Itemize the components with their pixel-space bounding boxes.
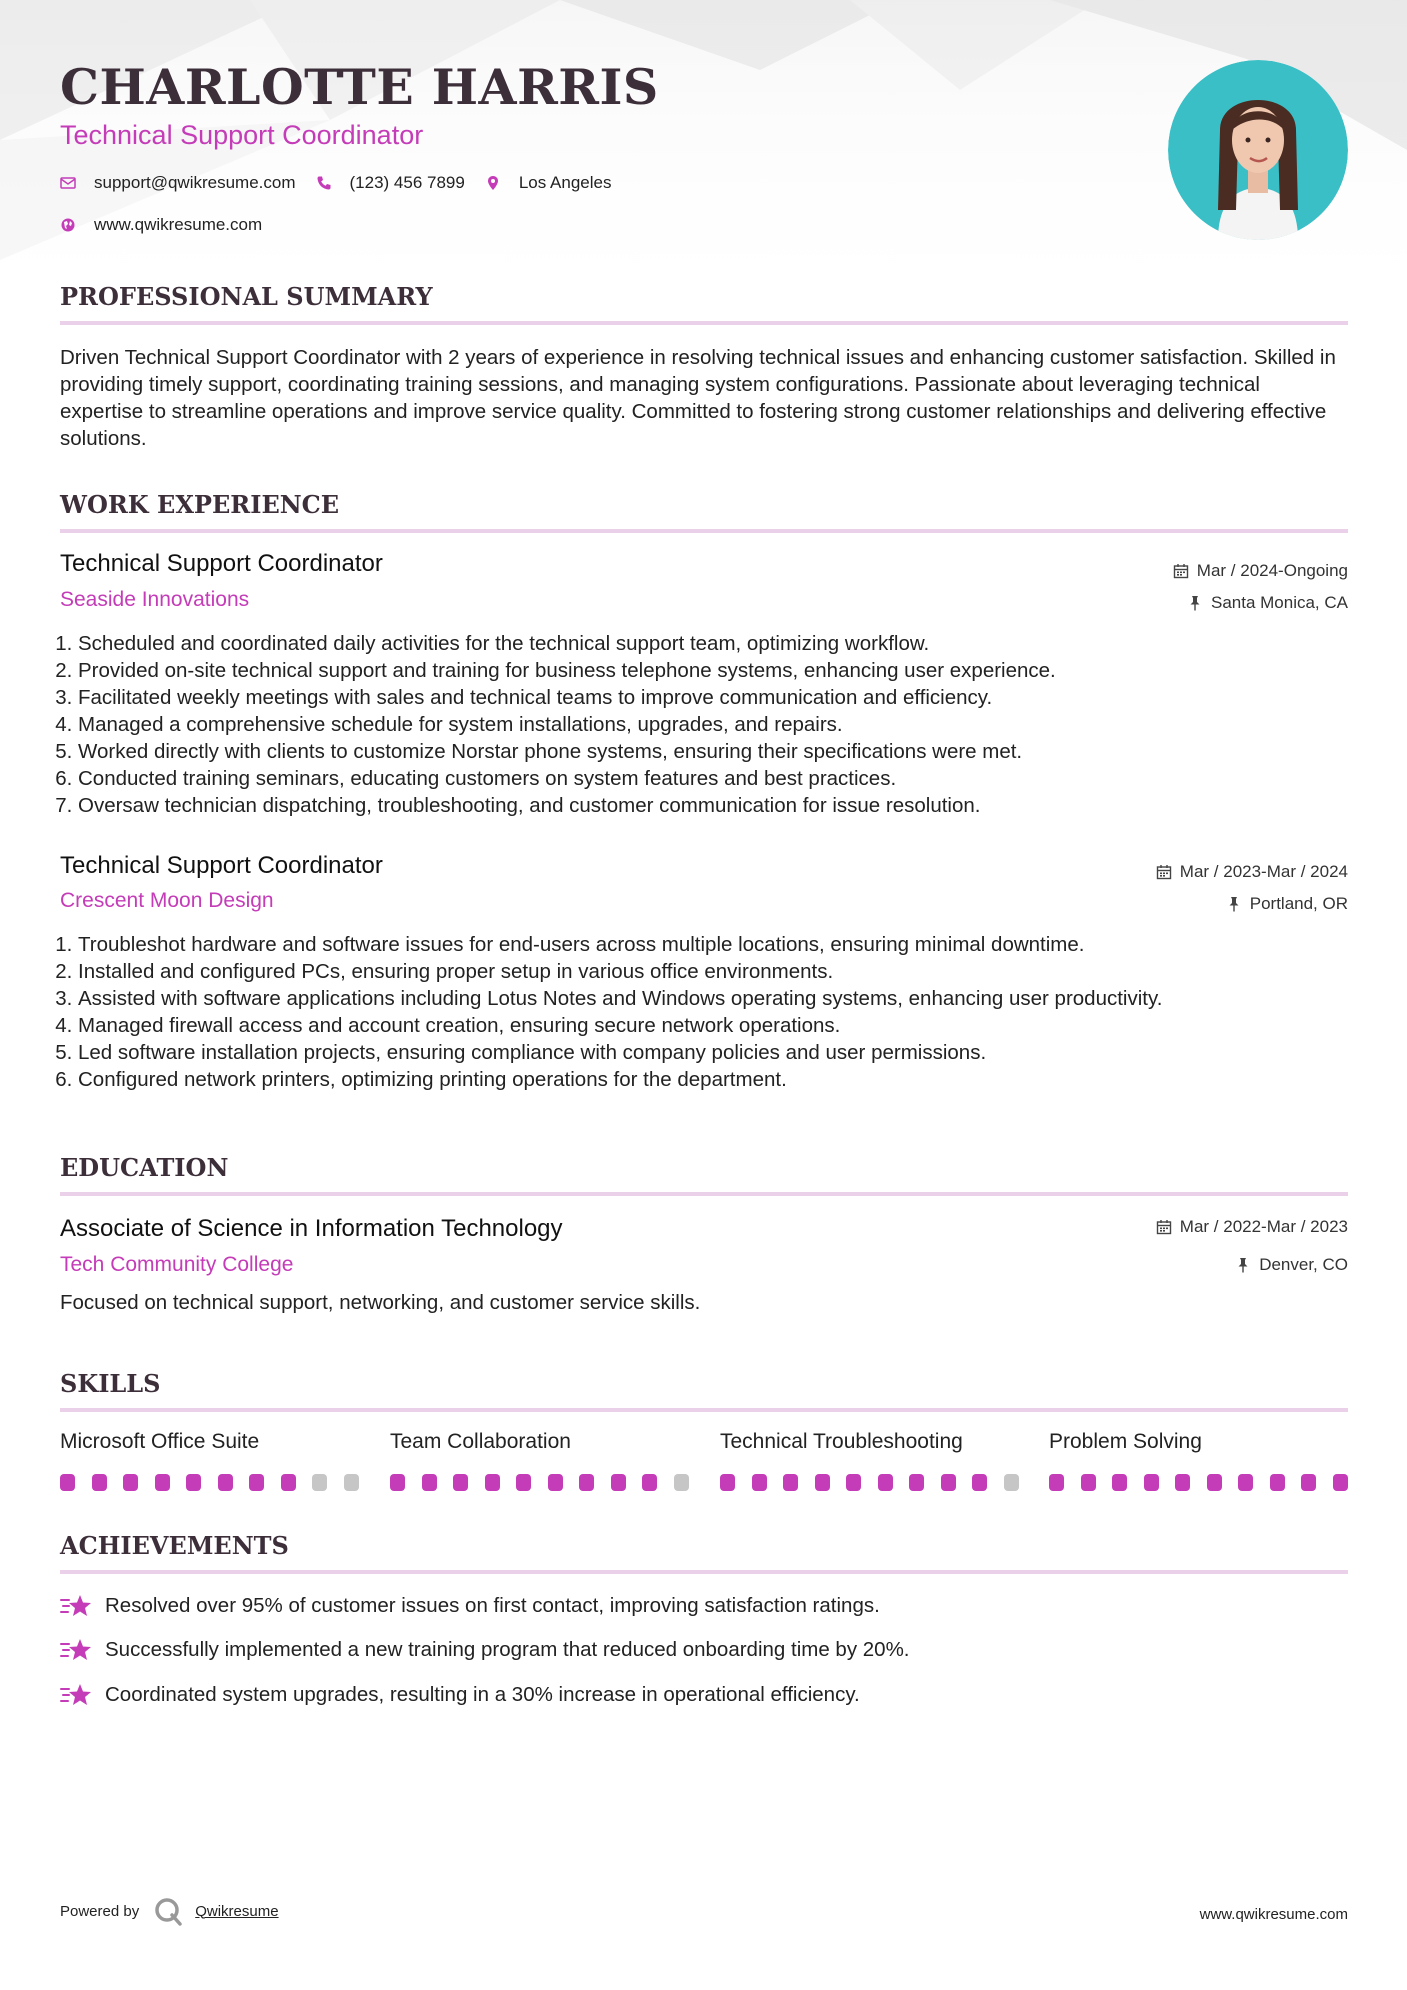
skill-dot-filled [1207,1474,1222,1491]
skill-dot-filled [186,1474,201,1491]
education-degree: Associate of Science in Information Technology [60,1215,563,1242]
skill-level-dots [390,1474,705,1491]
education-dates-text: Mar / 2022-Mar / 2023 [1179,1217,1348,1236]
job-bullet: 7. Oversaw technician dispatching, troubleshooting, and customer communication for issue resolution. [78,792,1358,819]
skill-dot-filled [642,1474,657,1491]
calendar-icon [1156,1219,1172,1235]
education-description: Focused on technical support, networking, and customer service skills. [60,1291,701,1314]
skill-dot-filled [485,1474,500,1491]
candidate-title: Technical Support Coordinator [60,120,424,150]
skill-dot-filled [1112,1474,1127,1491]
skill-dot-filled [752,1474,767,1491]
contact-row [60,173,631,193]
profile-photo [1168,60,1348,240]
pushpin-icon [1187,595,1203,611]
experience-heading: WORK EXPERIENCE [60,490,340,519]
skill-name: Technical Troubleshooting [720,1430,963,1453]
education-location-text: Denver, CO [1259,1255,1348,1274]
skill-name: Problem Solving [1049,1430,1202,1453]
job-dates [1173,561,1348,581]
job-company: Seaside Innovations [60,588,250,611]
skill-item [1049,1430,1349,1454]
education-divider [60,1192,1348,1196]
skill-dot-filled [281,1474,296,1491]
skill-dot-empty [674,1474,689,1491]
skill-dot-filled [390,1474,405,1491]
job-location-text: Portland, OR [1249,894,1348,913]
pushpin-icon [1226,896,1242,912]
skill-dot-filled [972,1474,987,1491]
job-dates-text: Mar / 2023-Mar / 2024 [1179,862,1348,881]
job-bullet: 4. Managed firewall access and account creation, ensuring secure network operations. [78,1012,1358,1039]
skill-level-dots [1049,1474,1364,1491]
skill-dot-filled [815,1474,830,1491]
job-bullet: 4. Managed a comprehensive schedule for system installations, upgrades, and repairs. [78,711,1358,738]
job-bullets [60,630,1358,819]
education-dates [1156,1217,1348,1237]
location-text: Los Angeles [518,173,612,192]
skill-name: Team Collaboration [390,1430,571,1453]
phone-text[interactable]: (123) 456 7899 [349,173,465,192]
skill-dot-filled [1301,1474,1316,1491]
job-title: Technical Support Coordinator [60,550,383,577]
job-dates-text: Mar / 2024-Ongoing [1196,561,1348,580]
skill-item [720,1430,1020,1454]
job-title: Technical Support Coordinator [60,852,383,879]
summary-divider [60,321,1348,325]
skill-dot-filled [720,1474,735,1491]
achievement-item [60,1592,880,1620]
skill-dot-filled [92,1474,107,1491]
education-heading: EDUCATION [60,1153,229,1182]
job-bullet: 2. Provided on-site technical support and training for business telephone systems, enhancing user experience. [78,657,1358,684]
skill-dot-filled [1333,1474,1348,1491]
location-pin-icon [485,175,501,191]
job-location [1226,894,1348,914]
skill-dot-filled [453,1474,468,1491]
globe-icon [60,217,76,233]
skill-dot-empty [344,1474,359,1491]
footer-website[interactable]: www.qwikresume.com [1199,1906,1348,1923]
shooting-star-icon [60,1592,92,1620]
achievement-text: Successfully implemented a new training program that reduced onboarding time by 20%. [105,1638,910,1661]
skill-dot-filled [1175,1474,1190,1491]
skill-dot-filled [846,1474,861,1491]
skill-dot-filled [422,1474,437,1491]
skill-dot-empty [1004,1474,1019,1491]
email-text[interactable]: support@qwikresume.com [94,173,296,192]
job-location [1187,593,1348,613]
job-bullet: 3. Facilitated weekly meetings with sales and technical teams to improve communication and efficiency. [78,684,1358,711]
skills-divider [60,1408,1348,1412]
achievement-text: Resolved over 95% of customer issues on first contact, improving satisfaction ratings. [105,1594,880,1617]
pushpin-icon [1235,1257,1251,1273]
skill-dot-filled [941,1474,956,1491]
skill-name: Microsoft Office Suite [60,1430,260,1453]
phone-icon [316,175,332,191]
skill-dot-empty [312,1474,327,1491]
summary-text: Driven Technical Support Coordinator with 2 years of experience in resolving technical issues and enhancing customer satisfaction. Skilled in providing timely support, coordinating training sessions, and managing system configurations. Passionate about leveraging technical expertise to streamline operations and improve service quality. Committed to fostering strong customer relationships and delivering effective solutions. [60,346,1336,450]
skill-dot-filled [218,1474,233,1491]
skill-item [60,1430,360,1454]
shooting-star-icon [60,1681,92,1709]
job-bullet: 5. Led software installation projects, ensuring compliance with company policies and user permissions. [78,1039,1358,1066]
job-bullet: 6. Conducted training seminars, educating customers on system features and best practices. [78,765,1358,792]
website-text[interactable]: www.qwikresume.com [94,215,263,234]
education-school: Tech Community College [60,1253,294,1276]
job-bullet: 1. Scheduled and coordinated daily activities for the technical support team, optimizing workflow. [78,630,1358,657]
job-dates [1156,862,1348,882]
job-location-text: Santa Monica, CA [1210,593,1348,612]
job-bullet: 2. Installed and configured PCs, ensuring proper setup in various office environments. [78,958,1358,985]
skill-dot-filled [909,1474,924,1491]
skill-dot-filled [1238,1474,1253,1491]
achievement-item [60,1636,910,1664]
skill-dot-filled [783,1474,798,1491]
skill-dot-filled [1081,1474,1096,1491]
education-location [1235,1255,1348,1275]
skill-dot-filled [60,1474,75,1491]
job-company: Crescent Moon Design [60,889,274,912]
skill-dot-filled [123,1474,138,1491]
skill-dot-filled [1144,1474,1159,1491]
powered-by-label: Powered by [60,1902,140,1920]
skills-heading: SKILLS [60,1369,161,1398]
email-icon [60,175,76,191]
achievement-text: Coordinated system upgrades, resulting in a 30% increase in operational efficiency. [105,1683,860,1706]
candidate-name: CHARLOTTE HARRIS [60,58,659,116]
job-bullet: 5. Worked directly with clients to customize Norstar phone systems, ensuring their specifications were met. [78,738,1358,765]
achievements-divider [60,1570,1348,1574]
skill-dot-filled [1049,1474,1064,1491]
job-bullet: 6. Configured network printers, optimizing printing operations for the department. [78,1066,1358,1093]
job-bullets [60,931,1358,1093]
job-bullet: 1. Troubleshot hardware and software issues for end-users across multiple locations, ensuring minimal downtime. [78,931,1358,958]
achievement-item [60,1681,860,1709]
footer-powered-by [60,1896,279,1926]
skill-dot-filled [579,1474,594,1491]
qwikresume-logo-icon [153,1896,183,1926]
skill-dot-filled [1270,1474,1285,1491]
calendar-icon [1173,563,1189,579]
summary-heading: PROFESSIONAL SUMMARY [60,282,433,311]
achievements-heading: ACHIEVEMENTS [60,1531,289,1560]
skill-level-dots [720,1474,1035,1491]
website-row [60,215,282,235]
job-bullet: 3. Assisted with software applications including Lotus Notes and Windows operating systems, enhancing user productivity. [78,985,1358,1012]
shooting-star-icon [60,1636,92,1664]
experience-divider [60,529,1348,533]
skill-level-dots [60,1474,375,1491]
skill-dot-filled [155,1474,170,1491]
brand-link[interactable]: Qwikresume [195,1902,279,1920]
skill-item [390,1430,690,1454]
skill-dot-filled [516,1474,531,1491]
skill-dot-filled [878,1474,893,1491]
skill-dot-filled [249,1474,264,1491]
calendar-icon [1156,864,1172,880]
skill-dot-filled [548,1474,563,1491]
skill-dot-filled [611,1474,626,1491]
